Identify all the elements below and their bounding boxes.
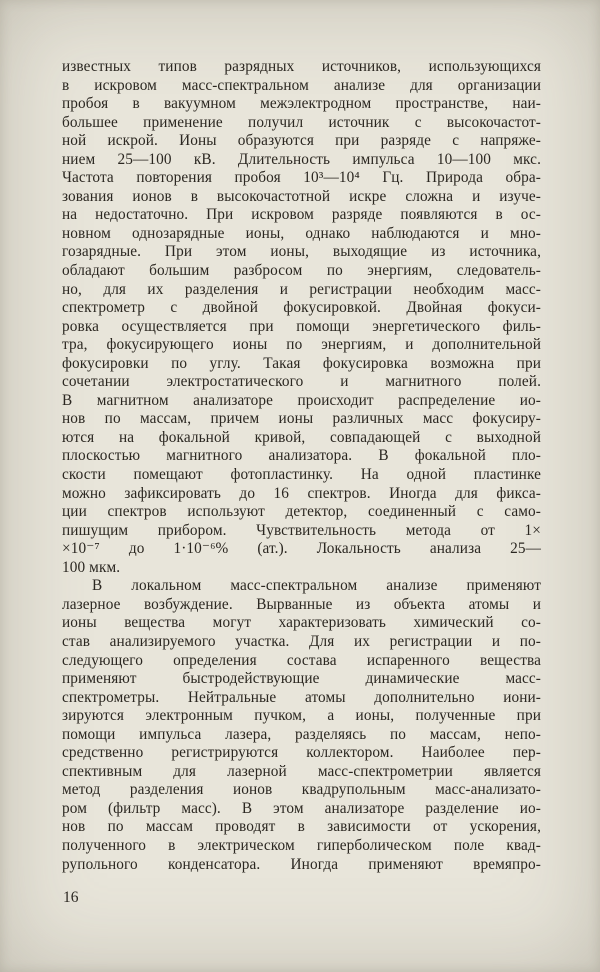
text-line: нов по массам, причем ионы различных масс фокусиру- [62, 410, 541, 428]
text-line: полученного в электрическом гиперболическом поле квад- [62, 836, 541, 854]
text-line: спективным для лазерной масс-спектрометрии является [62, 762, 541, 780]
text-line: ции спектров используют детектор, соединенный с само- [62, 503, 541, 521]
page-number: 16 [63, 889, 79, 906]
text-line: гозарядные. При этом ионы, выходящие из источника, [62, 243, 541, 261]
text-line: В магнитном анализаторе происходит распределение ио- [62, 391, 541, 409]
text-line: 100 мкм. [62, 558, 121, 576]
text-line: нием 25—100 кВ. Длительность импульса 10—100 мкс. [62, 150, 541, 168]
text-line: следующего определения состава испаренного вещества [62, 651, 541, 669]
text-line: спектрометры. Нейтральные атомы дополнительно иони- [62, 688, 541, 706]
text-line: ются на фокальной кривой, совпадающей с выходной [62, 428, 541, 446]
text-line: можно зафиксировать до 16 спектров. Иногда для фикса- [62, 484, 541, 502]
text-line: зования ионов в высокочастотной искре сложна и изуче- [62, 187, 541, 205]
text-line: тра, фокусирующего ионы по энергиям, и дополнительной [62, 336, 541, 354]
text-line: зируются электронным пучком, а ионы, полученные при [62, 707, 541, 725]
text-line: на недостаточно. При искровом разряде появляются в ос- [62, 206, 541, 224]
paragraph [62, 577, 541, 874]
text-line: помощи импульса лазера, разделяясь по массам, непо- [62, 725, 541, 743]
text-line: пишущим прибором. Чувствительность метода от 1× [62, 521, 541, 539]
paragraph [62, 58, 541, 577]
text-line: в искровом масс-спектральном анализе для организации [62, 76, 541, 94]
text-line: обладают большим разбросом по энергиям, следователь- [62, 262, 541, 280]
text-line: ×10⁻⁷ до 1·10⁻⁶% (ат.). Локальность анализа 25— [62, 540, 541, 558]
text-line: сочетании электростатического и магнитного полей. [62, 373, 541, 391]
text-line: став анализируемого участка. Для их регистрации и по- [62, 632, 541, 650]
text-line: В локальном масс-спектральном анализе применяют [92, 577, 541, 595]
text-line: пробоя в вакуумном межэлектродном пространстве, наи- [62, 95, 541, 113]
text-line: лазерное возбуждение. Вырванные из объекта атомы и [62, 595, 541, 613]
text-line: ром (фильтр масс). В этом анализаторе разделение ио- [62, 799, 541, 817]
text-line: но, для их разделения и регистрации необходим масс- [62, 280, 541, 298]
text-line: спектрометр с двойной фокусировкой. Двойная фокуси- [62, 299, 541, 317]
text-line: ровка осуществляется при помощи энергетического филь- [62, 317, 541, 335]
text-line: Частота повторения пробоя 10³—10⁴ Гц. Природа обра- [62, 169, 541, 187]
text-line: нов по массам проводят в зависимости от ускорения, [62, 818, 541, 836]
text-line: фокусировки по углу. Такая фокусировка возможна при [62, 354, 541, 372]
text-line: средственно регистрируются коллектором. Наиболее пер- [62, 744, 541, 762]
text-line: плоскостью магнитного анализатора. В фокальной пло- [62, 447, 541, 465]
text-line: метод разделения ионов квадрупольным масс-анализато- [62, 781, 541, 799]
text-line: известных типов разрядных источников, использующихся [62, 58, 541, 75]
text-line: скости помещают фотопластинку. На одной пластинке [62, 466, 541, 484]
text-line: большее применение получил источник с высокочастот- [62, 113, 541, 131]
text-line: применяют быстродействующие динамические масс- [62, 670, 541, 688]
page-text [62, 58, 541, 874]
text-line: рупольного конденсатора. Иногда применяют времяпро- [62, 855, 541, 873]
text-line: ной искрой. Ионы образуются при разряде с напряже- [62, 132, 541, 150]
text-line: ионы вещества могут характеризовать химический со- [62, 614, 541, 632]
text-line: новном однозарядные ионы, однако наблюдаются и мно- [62, 224, 541, 242]
